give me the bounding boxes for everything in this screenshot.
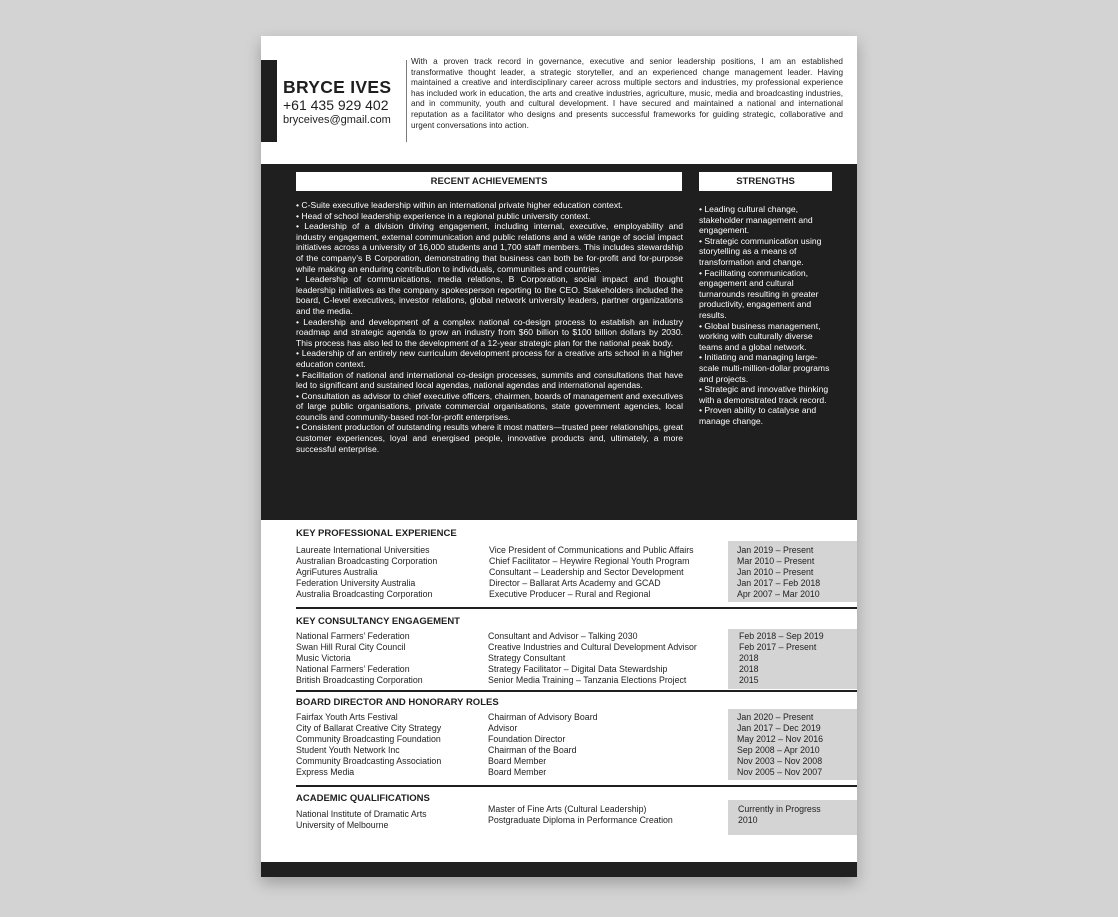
- experience-roles: [489, 545, 694, 600]
- intro-paragraph: With a proven track record in governance, executive and senior leadership positions, I am an established transformative thought leader, a strategic storyteller, and an experienced change management leader. Having maintained a creative and interdisciplinary career across multiple sectors and industries, my professional experience has included work in education, the arts and creative industries, agriculture, music, media and broadcasting industries, and in community, youth and cultural development. I have secured and maintained a national and international reputation as a facilitator who designs and presents successful frameworks for guiding strategic, collaborative and urgent conversations into action.: [411, 57, 843, 130]
- experience-orgs: [296, 545, 437, 600]
- consultancy-heading: KEY CONSULTANCY ENGAGEMENT: [296, 616, 460, 627]
- table-cell: Feb 2018 – Sep 2019: [739, 631, 824, 641]
- table-cell: Student Youth Network Inc: [296, 744, 400, 755]
- table-cell: Express Media: [296, 766, 355, 777]
- table-cell: Swan Hill Rural City Council: [296, 641, 406, 652]
- academic-dates: [738, 804, 821, 826]
- board-orgs: [296, 712, 441, 777]
- contact-block: [283, 78, 403, 127]
- achievements-panel: [261, 164, 857, 520]
- table-cell: Executive Producer – Rural and Regional: [489, 588, 651, 599]
- board-section: [261, 697, 857, 793]
- table-cell: Consultant and Advisor – Talking 2030: [488, 631, 638, 641]
- table-cell: 2018: [739, 652, 759, 663]
- table-cell: Mar 2010 – Present: [737, 555, 815, 566]
- consultancy-orgs: [296, 631, 423, 686]
- table-cell: National Institute of Dramatic Arts: [296, 809, 427, 819]
- list-item: • C-Suite executive leadership within an international private higher education context.: [296, 200, 623, 210]
- table-cell: Laureate International Universities: [296, 545, 430, 555]
- list-item: • Leadership of an entirely new curriculum development process for a creative arts school in a higher education context.: [296, 348, 683, 369]
- list-item: • Head of school leadership experience in a regional public university context.: [296, 210, 591, 221]
- section-divider: [296, 785, 857, 787]
- list-item: • Consistent production of outstanding results where it most matters—trusted peer relationships, great customer experiences, loyal and energised people, innovative products and, ultimately, a more successful enterprise.: [296, 422, 683, 454]
- table-cell: Foundation Director: [488, 733, 566, 744]
- table-cell: Consultant – Leadership and Sector Development: [489, 566, 684, 577]
- consultancy-roles: [488, 631, 697, 686]
- board-dates: [737, 712, 823, 777]
- table-cell: Creative Industries and Cultural Development Advisor: [488, 641, 697, 652]
- table-cell: Community Broadcasting Association: [296, 755, 442, 766]
- list-item: • Facilitating communication, engagement and cultural turnarounds resulting in greater productivity, engagement and results.: [699, 267, 819, 320]
- consultancy-section: [261, 616, 857, 696]
- table-cell: Fairfax Youth Arts Festival: [296, 712, 398, 722]
- table-cell: Strategy Facilitator – Digital Data Stewardship: [488, 663, 668, 674]
- table-cell: City of Ballarat Creative City Strategy: [296, 722, 442, 733]
- board-roles: [488, 712, 598, 777]
- achievements-heading: RECENT ACHIEVEMENTS: [296, 172, 682, 191]
- table-cell: Australia Broadcasting Corporation: [296, 588, 433, 599]
- footer-bar: [261, 862, 857, 877]
- header-divider: [406, 60, 407, 142]
- table-cell: Jan 2017 – Feb 2018: [737, 577, 821, 588]
- table-cell: Community Broadcasting Foundation: [296, 733, 441, 744]
- table-cell: Jan 2020 – Present: [737, 712, 814, 722]
- table-cell: Apr 2007 – Mar 2010: [737, 588, 820, 599]
- table-cell: Director – Ballarat Arts Academy and GCAD: [489, 577, 661, 588]
- table-cell: Jan 2010 – Present: [737, 566, 814, 577]
- table-cell: University of Melbourne: [296, 819, 389, 830]
- table-cell: Nov 2005 – Nov 2007: [737, 766, 823, 777]
- table-cell: Sep 2008 – Apr 2010: [737, 744, 820, 755]
- table-cell: Master of Fine Arts (Cultural Leadership): [488, 804, 647, 814]
- table-cell: Jan 2017 – Dec 2019: [737, 722, 821, 733]
- list-item: • Initiating and managing large-scale multi-million-dollar programs and projects.: [699, 352, 830, 384]
- table-cell: Nov 2003 – Nov 2008: [737, 755, 823, 766]
- table-cell: Chief Facilitator – Heywire Regional Youth Program: [489, 555, 690, 566]
- table-cell: Chairman of Advisory Board: [488, 712, 598, 722]
- table-cell: Australian Broadcasting Corporation: [296, 555, 438, 566]
- experience-dates: [737, 545, 820, 600]
- academic-section: [261, 793, 857, 843]
- phone-number: +61 435 929 402: [283, 97, 389, 113]
- table-cell: Board Member: [488, 755, 547, 766]
- table-cell: 2015: [739, 674, 759, 685]
- table-cell: Currently in Progress: [738, 804, 821, 814]
- table-cell: Vice President of Communications and Public Affairs: [489, 545, 694, 555]
- resume-page: [261, 36, 857, 877]
- person-name: BRYCE IVES: [283, 77, 392, 97]
- table-cell: 2018: [739, 663, 759, 674]
- table-cell: Postgraduate Diploma in Performance Creation: [488, 814, 673, 825]
- email-address: bryceives@gmail.com: [283, 114, 391, 126]
- table-cell: Federation University Australia: [296, 577, 416, 588]
- academic-roles: [488, 804, 673, 826]
- list-item: • Leadership and development of a complex national co-design process to establish an industry roadmap and strategic agenda to grow an industry from $60 billion to $100 billion dollars by 2030. This process has also led to the development of a 12-year strategic plan for the national peak body.: [296, 316, 683, 348]
- list-item: • Leadership of a division driving engagement, including internal, executive, employability and industry engagement, external communication and public relations and a wide range of social impact initiatives across a university of 16,000 students and 1,700 staff members. This includes stewardship of the company’s B Corporation, demonstrating that business can both be for-profit and for-purpose while making an enduring contribution to individuals, communities and countries.: [296, 221, 683, 274]
- experience-heading: KEY PROFESSIONAL EXPERIENCE: [296, 528, 457, 539]
- strengths-heading: STRENGTHS: [699, 172, 832, 191]
- table-cell: Board Member: [488, 766, 547, 777]
- list-item: • Strategic and innovative thinking with a demonstrated track record.: [699, 384, 829, 405]
- table-cell: British Broadcasting Corporation: [296, 674, 423, 685]
- table-cell: 2010: [738, 814, 758, 825]
- table-cell: Jan 2019 – Present: [737, 545, 814, 555]
- academic-orgs: [296, 809, 427, 831]
- table-cell: National Farmers’ Federation: [296, 663, 410, 674]
- list-item: • Strategic communication using storytelling as a means of transformation and change.: [699, 235, 822, 267]
- strengths-list: [699, 204, 830, 426]
- table-cell: May 2012 – Nov 2016: [737, 733, 824, 744]
- name-accent-bar: [261, 60, 277, 142]
- board-heading: BOARD DIRECTOR AND HONORARY ROLES: [296, 697, 499, 708]
- table-cell: National Farmers’ Federation: [296, 631, 410, 641]
- experience-section: [261, 528, 857, 608]
- list-item: • Proven ability to catalyse and manage change.: [699, 405, 817, 426]
- table-cell: AgriFutures Australia: [296, 566, 378, 577]
- consultancy-dates: [739, 631, 824, 686]
- list-item: • Consultation as advisor to chief executive officers, chairmen, boards of management and executives of large public organisations, private commercial organisations, state government agencies, local councils and community-based not-for-profit enterprises.: [296, 390, 683, 422]
- table-cell: Music Victoria: [296, 652, 351, 663]
- section-divider: [296, 607, 857, 609]
- table-cell: Senior Media Training – Tanzania Elections Project: [488, 674, 687, 685]
- table-cell: Chairman of the Board: [488, 744, 577, 755]
- list-item: • Facilitation of national and international co-design processes, summits and consultations that have led to significant and sustained local agendas, national agendas and international agendas.: [296, 369, 683, 391]
- achievements-list: [296, 200, 683, 454]
- list-item: • Global business management, working with culturally diverse teams and a global network.: [699, 320, 821, 352]
- section-divider: [296, 690, 857, 692]
- table-cell: Strategy Consultant: [488, 652, 566, 663]
- list-item: • Leadership of communications, media relations, B Corporation, social impact and thought leadership initiatives as the company spokesperson reporting to the CEO. Stakeholders included the board, C-level executives, investor relations, global network university leaders, partner organizations and the media.: [296, 274, 683, 316]
- table-cell: Advisor: [488, 722, 518, 733]
- table-cell: Feb 2017 – Present: [739, 641, 817, 652]
- academic-heading: ACADEMIC QUALIFICATIONS: [296, 793, 430, 804]
- list-item: • Leading cultural change, stakeholder management and engagement.: [699, 204, 813, 236]
